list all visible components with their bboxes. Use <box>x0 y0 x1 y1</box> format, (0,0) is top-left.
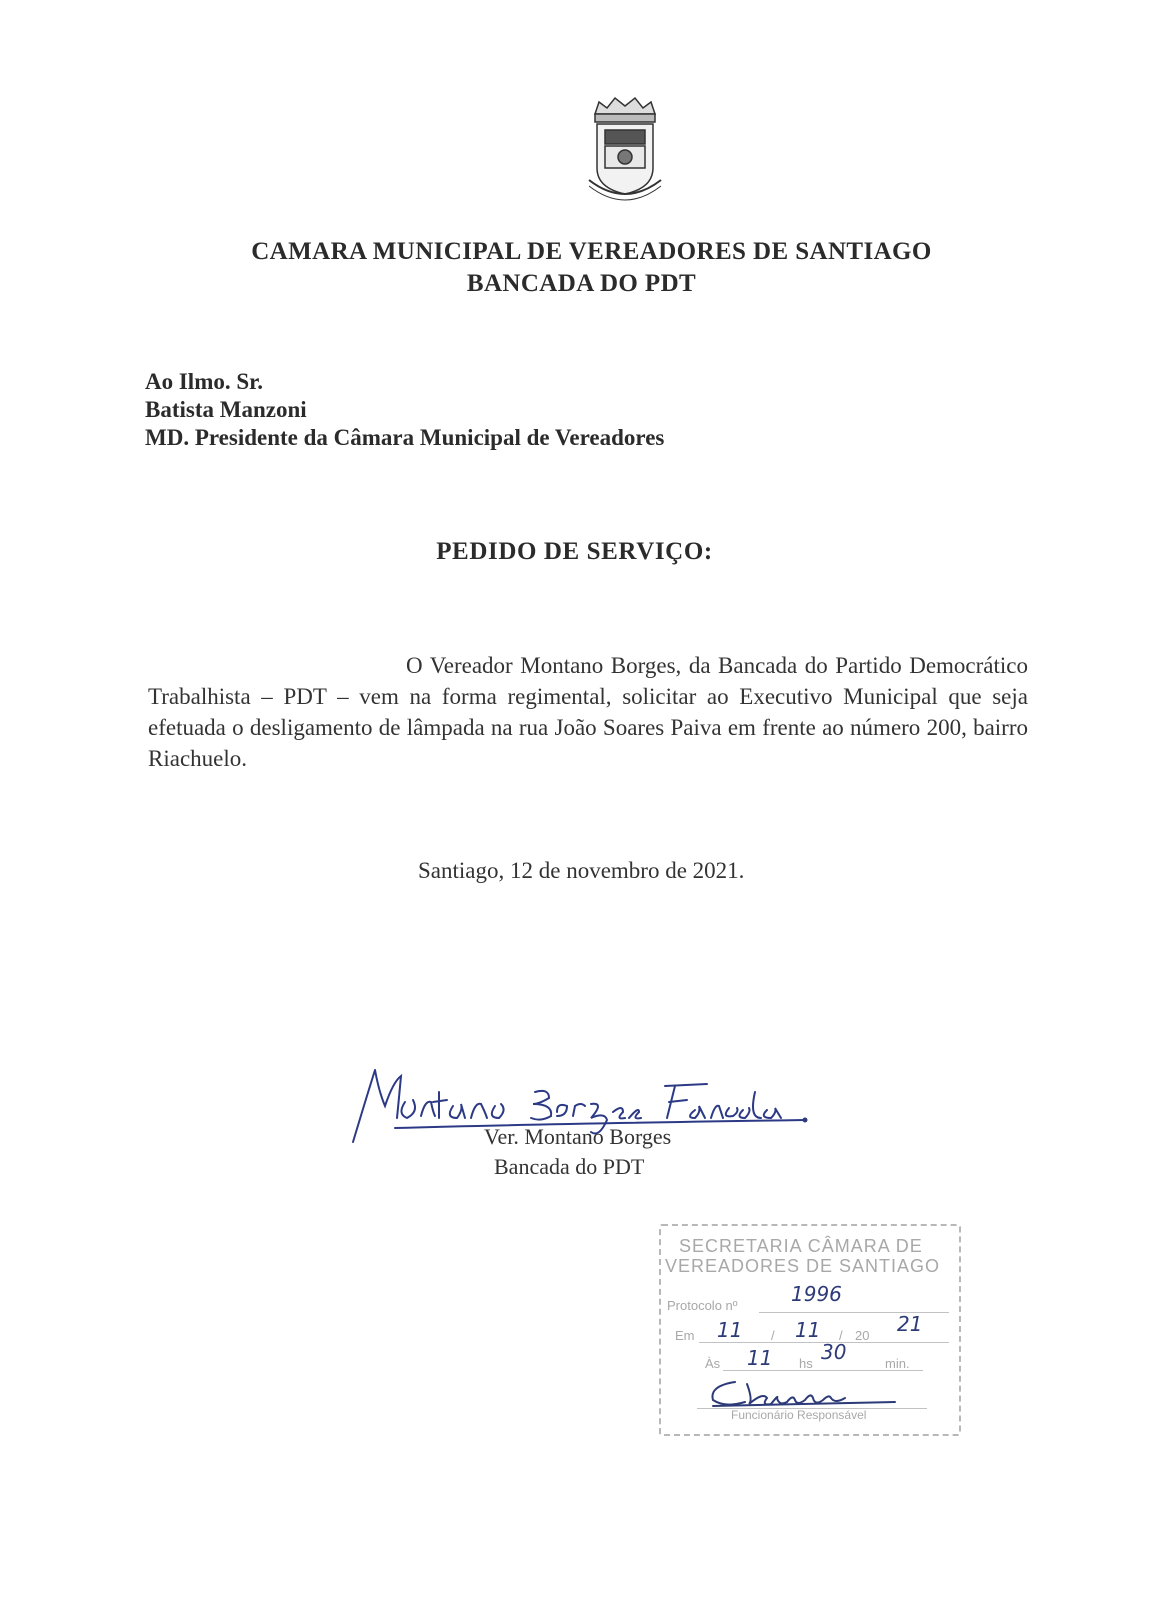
chamber-name: CAMARA MUNICIPAL DE VEREADORES DE SANTIAGO <box>251 238 932 265</box>
signatory-name: Ver. Montano Borges <box>484 1124 672 1149</box>
date-day: 11 <box>717 1318 743 1342</box>
minutes-label: min. <box>885 1356 910 1371</box>
addressee-title: MD. Presidente da Câmara Municipal de Vereadores <box>145 425 665 450</box>
protocol-stamp <box>659 1224 961 1436</box>
place-and-date: Santiago, 12 de novembro de 2021. <box>418 858 745 883</box>
protocol-number-value: 1996 <box>791 1282 842 1306</box>
addressee-salutation: Ao Ilmo. Sr. <box>145 369 263 394</box>
date-separator: / <box>771 1328 775 1343</box>
stamp-office-line1: SECRETARIA CÂMARA DE <box>679 1236 923 1256</box>
date-separator: / <box>839 1328 843 1343</box>
time-label: Às <box>705 1356 721 1371</box>
protocol-number-label: Protocolo nº <box>667 1298 738 1313</box>
addressee-name: Batista Manzoni <box>145 397 307 422</box>
document-title-text: PEDIDO DE SERVIÇO: <box>436 538 713 565</box>
addressee-block <box>145 368 664 452</box>
time-hours: 11 <box>747 1346 773 1370</box>
document-title <box>0 538 1163 566</box>
staff-initials-signature <box>705 1376 905 1410</box>
body-text: O Vereador Montano Borges, da Bancada do Partido Democrático Trabalhista – PDT – vem na forma regimental, solicitar ao Executivo Municipal que seja efetuada o desligamento de lâmpada na rua João Soares Paiva em frente ao número 200, bairro Riachuelo. <box>148 653 1028 771</box>
municipal-crest-logo <box>585 96 665 214</box>
date-year-prefix: 20 <box>855 1328 870 1343</box>
time-minutes: 30 <box>821 1340 847 1364</box>
party-bench: BANCADA DO PDT <box>466 270 697 297</box>
date-label: Em <box>675 1328 695 1343</box>
signatory-party: Bancada do PDT <box>494 1154 645 1179</box>
letterhead <box>0 238 1163 298</box>
date-month: 11 <box>795 1318 821 1342</box>
date-year: 21 <box>897 1312 923 1336</box>
hours-label: hs <box>799 1356 813 1371</box>
body-paragraph <box>148 650 1028 774</box>
responsible-label: Funcionário Responsável <box>731 1408 867 1422</box>
stamp-office-line2: VEREADORES DE SANTIAGO <box>665 1256 941 1276</box>
